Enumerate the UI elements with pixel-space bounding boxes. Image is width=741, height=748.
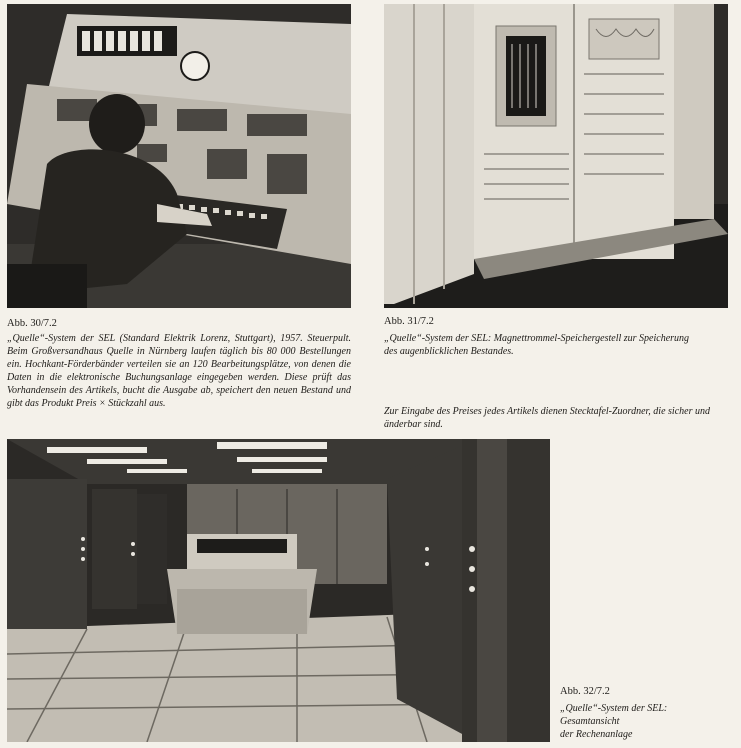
figure-32-caption-line: der Rechenanlage [560, 729, 633, 740]
figure-30-caption: „Quelle“-System der SEL (Standard Elektrik Lorenz, Stuttgart), 1957. Steuerpult. Beim Großversandhaus Quelle in Nürnberg laufen täglich bis 80 000 Bestellungen ein. Hochkant-Förderbänder verteilen sie an 120 Bearbeitungsplätze, von denen die Daten in die elektronische Buchungsanlage eingegeben werden. Diese prüft das Vorhandensein des Artikels, bucht die Ausgabe ab, speichert den neuen Bestand und gibt das Produkt Preis × Stückzahl aus. [7, 333, 351, 409]
photo-control-console [7, 4, 351, 308]
figure-32-caption-line: „Quelle“-System der SEL: [560, 703, 668, 714]
photo-drum-storage-rack [384, 4, 728, 308]
figure-31-caption: „Quelle“-System der SEL: Magnettrommel-Speichergestell zur Speicherung des augenblicklichen Bestandes. [384, 333, 690, 357]
figure-31-label: Abb. 31/7.2 [384, 316, 434, 327]
figure-32-caption [560, 702, 735, 741]
photo-computer-room [7, 439, 550, 742]
figure-30-label: Abb. 30/7.2 [7, 318, 57, 329]
figure-32-label: Abb. 32/7.2 [560, 686, 610, 697]
figure-31-caption-price-input: Zur Eingabe des Preises jedes Artikels dienen Stecktafel-Zuordner, die sicher und änderbar sind. [384, 406, 710, 430]
figure-32-caption-line: Gesamtansicht [560, 716, 620, 727]
